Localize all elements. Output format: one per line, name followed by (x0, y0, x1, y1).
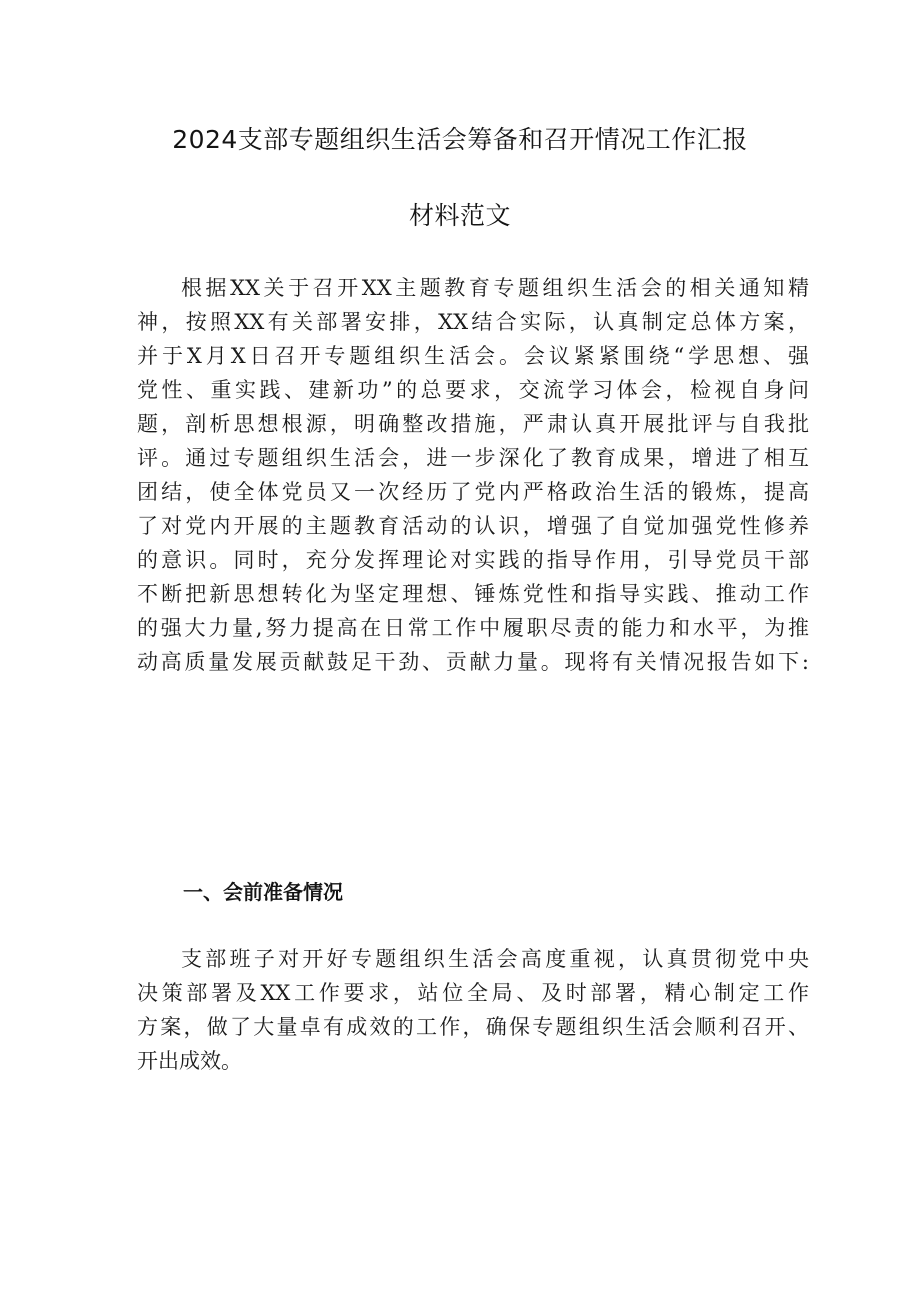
document-title-line1: 2024支部专题组织生活会筹备和召开情况工作汇报 (172, 125, 748, 154)
paragraph-line: 动高质量发展贡献鼓足干劲、贡献力量。现将有关情况报告如下: (137, 650, 809, 674)
paragraph-line: 评。通过专题组织生活会，进一步深化了教育成果，增进了相互 (137, 446, 809, 470)
paragraph-line: 不断把新思想转化为坚定理想、锤炼党性和指导实践、推动工作 (137, 582, 809, 606)
paragraph-line: 开出成效。 (137, 1049, 242, 1073)
paragraph-line: 决策部署及XX工作要求，站位全局、及时部署，精心制定工作 (137, 981, 809, 1005)
paragraph-line: 党性、重实践、建新功”的总要求，交流学习体会，检视自身问 (137, 378, 809, 402)
paragraph-line: 神，按照XX有关部署安排，XX结合实际，认真制定总体方案， (137, 310, 809, 334)
paragraph-preparation (137, 942, 809, 1078)
paragraph-intro (137, 271, 809, 679)
section-heading-preparation: 一、会前准备情况 (183, 880, 343, 904)
paragraph-line: 支部班子对开好专题组织生活会高度重视，认真贯彻党中央 (181, 947, 809, 971)
paragraph-line: 团结，使全体党员又一次经历了党内严格政治生活的锻炼，提高 (137, 480, 809, 504)
paragraph-line: 的意识。同时，充分发挥理论对实践的指导作用，引导党员干部 (137, 548, 809, 572)
paragraph-line: 根据XX关于召开XX主题教育专题组织生活会的相关通知精 (181, 276, 809, 300)
paragraph-line: 了对党内开展的主题教育活动的认识，增强了自觉加强党性修养 (137, 514, 809, 538)
document-title-line2: 材料范文 (408, 201, 511, 230)
paragraph-line: 方案，做了大量卓有成效的工作，确保专题组织生活会顺利召开、 (137, 1015, 809, 1039)
paragraph-line: 的强大力量,努力提高在日常工作中履职尽责的能力和水平，为推 (137, 616, 809, 640)
paragraph-line: 并于X月X日召开专题组织生活会。会议紧紧围绕“学思想、强 (137, 344, 809, 368)
paragraph-line: 题，剖析思想根源，明确整改措施，严肃认真开展批评与自我批 (137, 412, 809, 436)
